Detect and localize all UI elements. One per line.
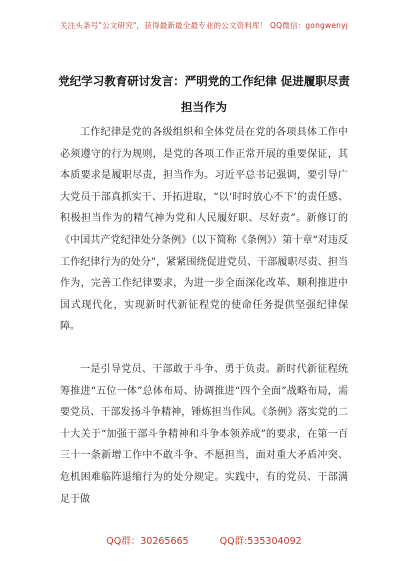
footer-qq-group-2: QQ群:535304092 <box>219 536 302 547</box>
header-notice: 关注头条号"公文研究"，获得最新最全最专业的公文资料库！ QQ微信：gongwenyj <box>59 21 349 30</box>
footer-qq-group-1: QQ群：30265665 <box>106 536 189 547</box>
document-title <box>58 68 350 120</box>
paragraph: 一是引导党员、干部敢于斗争、勇于负责。新时代新征程统筹推进“五位一体”总体布局、协调推进“四个全面”战略布局，需要党员、干部发扬斗争精神，锤炼担当作风。《条例》落实党的二十大关于“加强干部斗争精神和斗争本领养成”的要求，在第一百三十一条新增工作中不敢斗争、不愿担当，面对重大矛盾冲突、危机困难临阵退缩行为的处分规定。实践中，有的党员、干部满足于做 <box>60 363 348 505</box>
title-line-2: 担当作为 <box>181 100 227 114</box>
title-line-1: 党纪学习教育研讨发言：严明党的工作纪律 促进履职尽责 <box>58 74 350 88</box>
paragraph: 工作纪律是党的各级组织和全体党员在党的各项具体工作中必须遵守的行为规则，是党的各项工作正常开展的重要保证，其本质要求是履职尽责，担当作为。习近平总书记强调，要引导广大党员干部真抓实干、开拓进取，“以‘时时放心不下’的责任感、积极担当作为的精气神为党和人民履好职、尽好责”。新修订的《中国共产党纪律处分条例》（以下简称《条例》）第十章“对违反工作纪律行为的处分”，紧紧围绕促进党员、干部履职尽责、担当作为，完善工作纪律要求，为进一步全面深化改革、顺利推进中国式现代化，实现新时代新征程党的使命任务提供坚强纪律保障。 <box>60 127 348 333</box>
footer <box>0 533 408 547</box>
document-body <box>60 122 348 510</box>
